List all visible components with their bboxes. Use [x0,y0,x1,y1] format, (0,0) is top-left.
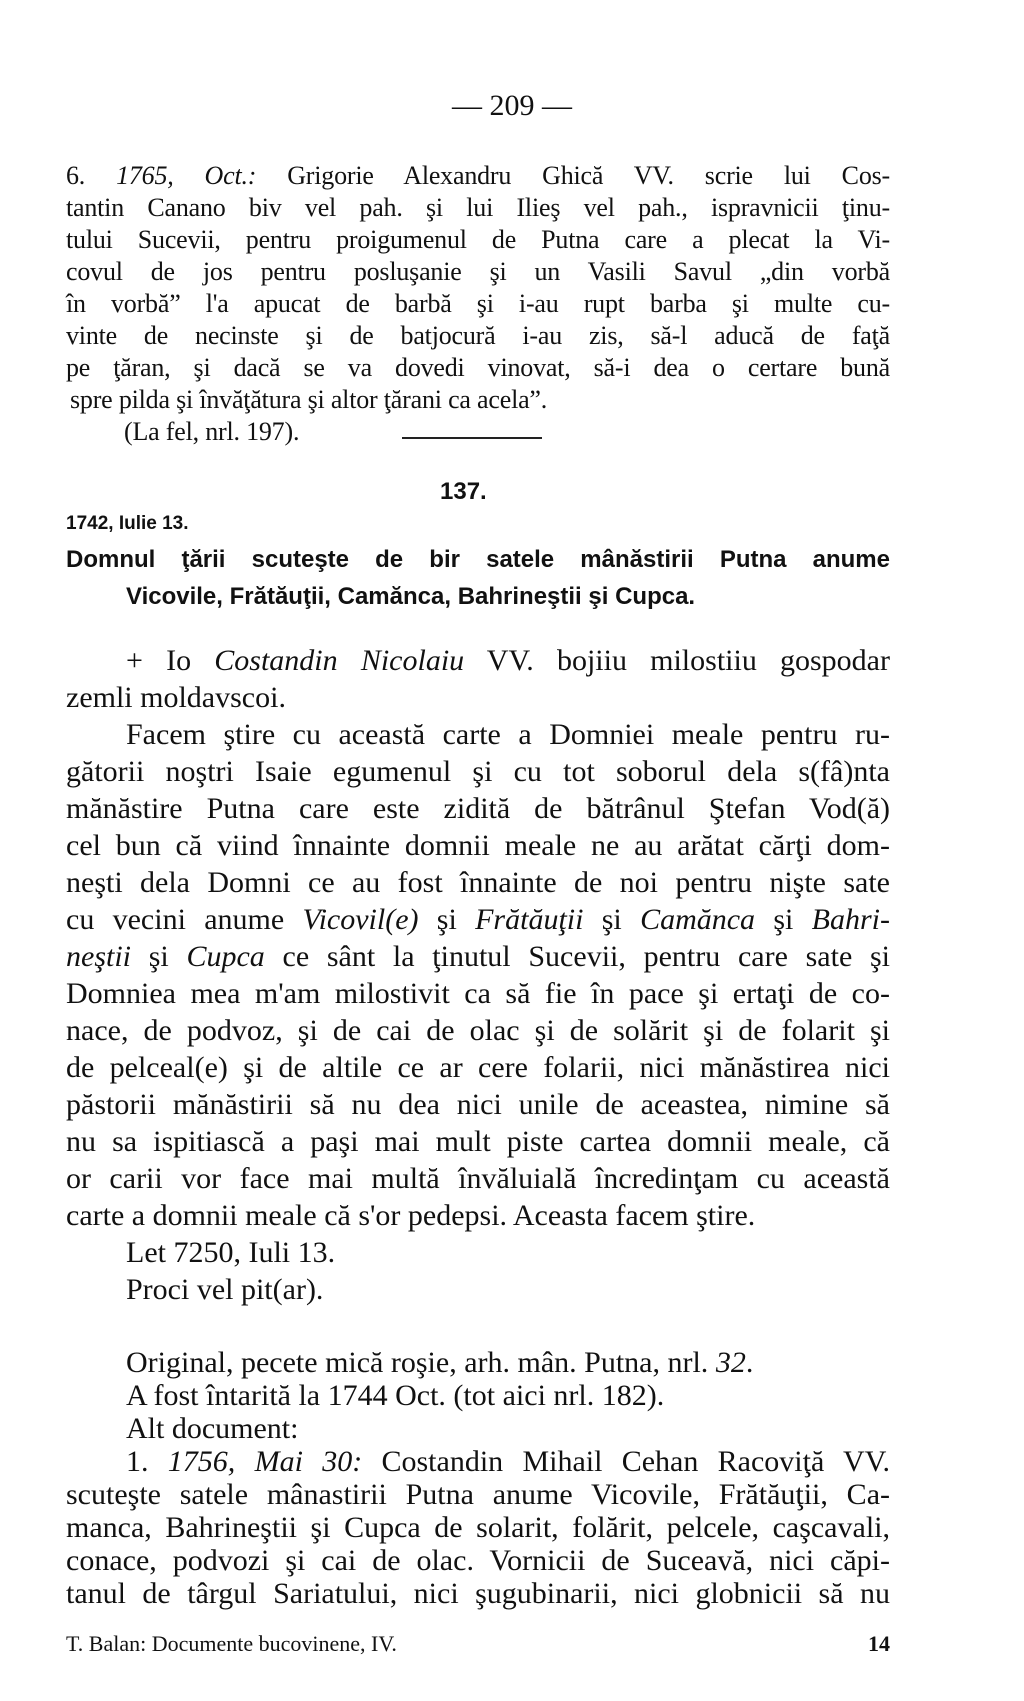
body-line: cel bun că viind înnainte domnii meale ne au arătat cărţi dom- [66,829,890,862]
body-line: Domniea mea m'am milostivit ca să fie în pace şi ertaţi de co- [66,977,890,1010]
body-line: gătorii noştri Isaie egumenul şi cu tot soborul dela s(fâ)nta [66,755,890,788]
other-doc-line: 1. 1756, Mai 30: Costandin Mihail Cehan Racoviţă VV. [126,1445,891,1478]
body-line: nace, de podvoz, şi de cai de olac şi de solărit şi de folarit şi [66,1014,890,1047]
note-line: tantin Canano biv vel pah. şi lui Ilieş vel pah., ispravnicii ţinu- [66,193,890,222]
body-line: Facem ştire cu această carte a Domniei meale pentru ru- [126,718,890,751]
note-line: 6. 1765, Oct.: Grigorie Alexandru Ghică VV. scrie lui Cos- [66,161,890,190]
intitulatio: zemli moldavscoi. [66,681,286,714]
other-doc-line: scuteşte satele mânastirii Putna anume Vicovile, Frătăuţii, Ca- [66,1478,890,1511]
body-line: mănăstire Putna care este zidită de bătrânul Ştefan Vod(ă) [66,792,890,825]
footer-citation: T. Balan: Documente bucovinene, IV. [66,1631,397,1656]
body-line: or carii vor face mai multă învăluială încredinţam cu această [66,1162,890,1195]
note-reference: (La fel, nrl. 197). [124,417,300,446]
document-signature: Proci vel pit(ar). [126,1273,324,1306]
note-line: spre pilda şi învăţătura şi altor ţărani ca acela”. [70,385,548,414]
footer-sheet-number: 14 [868,1631,890,1656]
body-line: carte a domnii meale că s'or pedepsi. Aceasta facem ştire. [66,1199,756,1232]
source-line: Alt document: [126,1412,299,1445]
note-line: pe ţăran, şi dacă se va dovedi vinovat, să-i dea o certare bună [66,353,890,382]
document-summary: Vicovile, Frătăuţii, Camănca, Bahrineştii şi Cupca. [126,583,696,610]
note-line: vinte de necinste şi de batjocură i-au zis, să-l aducă de faţă [66,321,890,350]
body-line: neştii şi Cupca ce sânt la ţinutul Sucevii, pentru care sate şi [66,940,890,973]
page-number: — 209 — [452,89,572,122]
source-line: Original, pecete mică roşie, arh. mân. Putna, nrl. 32. [126,1346,754,1379]
other-doc-line: conace, podvozi şi cai de olac. Vornicii de Suceavă, nici căpi- [66,1544,890,1577]
source-line: A fost întarită la 1744 Oct. (tot aici nrl. 182). [126,1379,665,1412]
note-line: tului Sucevii, pentru proigumenul de Putna care a plecat la Vi- [66,225,890,254]
body-line: de pelceal(e) şi de altile ce ar cere folarii, nici mănăstirea nici [66,1051,890,1084]
body-line: cu vecini anume Vicovil(e) şi Frătăuţii şi Camănca şi Bahri- [66,903,890,936]
document-date-line: Let 7250, Iuli 13. [126,1236,336,1269]
other-doc-line: tanul de târgul Sariatului, nici şugubinarii, nici globnicii să nu [66,1577,890,1610]
body-line: păstorii mănăstirii să nu dea nici unile de aceastea, nimine să [66,1088,890,1121]
section-divider [402,437,542,439]
note-line: în vorbă” l'a apucat de barbă şi i-au rupt barba şi multe cu- [66,289,890,318]
note-line: covul de jos pentru posluşanie şi un Vasili Savul „din vorbă [66,257,890,286]
other-doc-line: manca, Bahrineştii şi Cupca de solarit, folărit, pelcele, caşcavali, [66,1511,890,1544]
body-line: nu sa ispitiască a paşi mai mult piste cartea domnii meale, că [66,1125,890,1158]
intitulatio: + Io Costandin Nicolaiu VV. bojiiu milostiiu gospodar [126,644,890,677]
document-number: 137. [440,478,487,505]
body-line: neşti dela Domni ce au fost înnainte de noi pentru nişte sate [66,866,890,899]
document-summary: Domnul ţării scuteşte de bir satele mânăstirii Putna anume [66,546,890,573]
document-date: 1742, Iulie 13. [66,513,189,534]
